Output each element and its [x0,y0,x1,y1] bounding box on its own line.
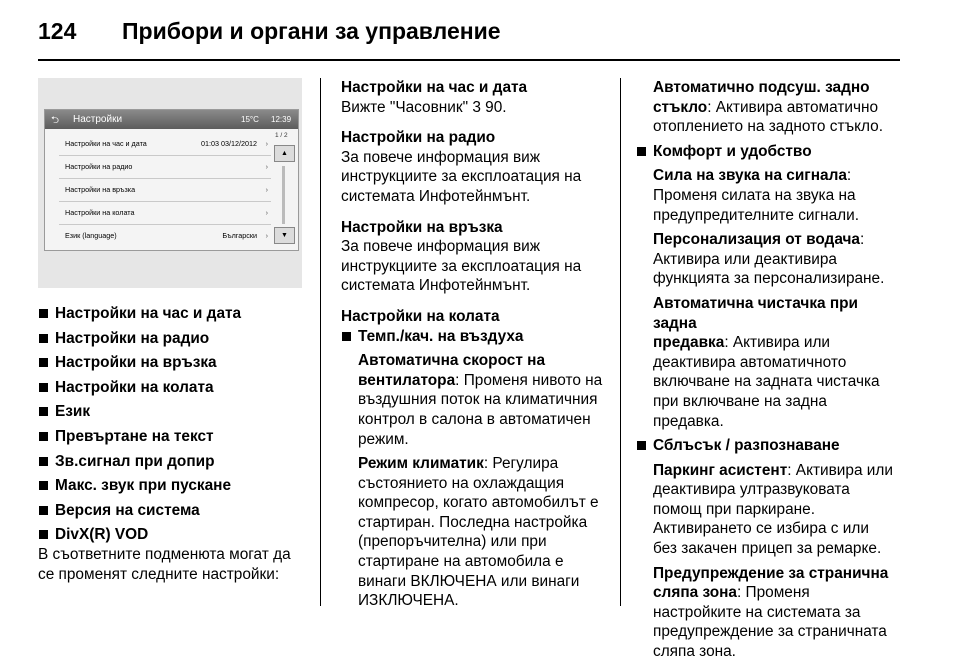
back-icon: ⮌ [51,115,60,126]
body-text: предавка: Активира или [653,334,831,352]
body-text: стъкло: Активира автоматично [653,98,879,116]
term-heading: Предупреждение за странична [653,564,889,582]
screen-menu-label: Настройки на час и дата [65,139,147,148]
bullet-icon [39,383,48,392]
term-heading: Паркинг асистент [653,461,788,479]
body-text: винаги ВКЛЮЧЕНА или винаги [358,572,580,590]
body-text: В съответните подменюта могат да [38,545,291,563]
arrow-down-icon: ▼ [274,227,295,244]
body-text: състоянието на охлаждащия [358,474,565,492]
list-item-text: Комфорт и удобство [653,142,812,160]
bullet-icon [39,457,48,466]
body-text: инструкциите за експлоатация на [341,168,582,186]
body-text: предавка. [653,412,724,430]
bullet-icon [39,407,48,416]
body-text: стартиран. Последна настройка [358,513,588,531]
body-text: Паркинг асистент: Активира или [653,461,893,479]
list-item-text: Темп./кач. на въздуха [358,327,524,345]
list-item [38,353,308,373]
body-text: отоплението на задното стъкло. [653,118,884,136]
bullet-icon [39,530,48,539]
list-item-text: Зв.сигнал при допир [55,452,215,470]
body-text: въздушния поток на климатичния [358,391,598,409]
screen-page-indicator: 1 / 2 [275,132,288,139]
screen-menu-row [59,156,271,179]
screen-menu-row [59,225,271,247]
body-text: предупредителните сигнали. [653,206,860,224]
list-item [38,525,308,545]
chevron-right-icon: › [265,185,268,194]
body-text: системата Инфотейнмънт. [341,187,531,205]
list-item [38,378,308,398]
body-text: ИЗКЛЮЧЕНА. [358,592,459,610]
body-text: вентилатора: Променя нивото на [358,371,603,389]
sub-section [341,351,613,611]
list-item-text: Версия на система [55,501,200,519]
section-heading: Настройки на час и дата [341,79,528,96]
body-text: деактивира ултразвуковата [653,481,850,499]
screen-title-bar [45,110,298,129]
column-divider-1 [320,78,321,606]
screen-menu-label: Настройки на колата [65,208,135,217]
sub-section [636,166,902,431]
body-text: Активирането се избира с или [653,520,869,538]
body-text: Режим климатик: Регулира [358,455,559,473]
list-item-text: Настройки на радио [55,329,210,347]
list-item [38,476,308,496]
screen-scroll-track [282,166,285,224]
screen-menu-row [59,179,271,202]
term-heading: Автоматична чистачка при задна [653,294,859,332]
term-heading: Персонализация от водача [653,231,860,249]
body-text: Променя силата на звука на [653,186,856,204]
body-text: настройките на системата за [653,603,861,621]
body-text: се променят следните настройки: [38,565,280,583]
body-text: режим. [358,430,409,448]
middle-column [341,78,613,611]
sub-section [636,461,902,662]
page-title: Прибори и органи за управление [122,18,501,44]
screen-menu-label: Настройки на радио [65,162,133,171]
body-text: инструкциите за експлоатация на [341,257,582,275]
bullet-icon [39,432,48,441]
section-heading: Настройки на колата [341,307,500,325]
list-item [38,452,308,472]
bullet-icon [637,147,646,156]
list-item [636,142,902,162]
term-heading: вентилатора [358,371,456,389]
body-text: сляпа зона. [653,643,736,661]
screen-menu-value: Български [222,231,257,240]
screen-time: 12:39 [271,115,292,124]
body-text: сляпа зона: Променя [653,584,810,602]
column-divider-2 [620,78,621,606]
bullet-icon [39,481,48,490]
list-item [38,304,308,324]
body-text: помощ при паркиране. [653,500,815,518]
body-text: деактивира автоматичното [653,353,847,371]
page-header [38,18,501,45]
bullet-icon [39,309,48,318]
list-item-text: Сблъсък / разпознаване [653,437,840,455]
screen-menu-value: 01:03 03/12/2012 [201,139,257,148]
screen-temperature: 15°C [241,115,259,124]
list-item [38,501,308,521]
page-ref-icon: 3 [472,98,481,116]
body-text: при включване на задна [653,392,827,410]
body-text: стартиране на автомобила е [358,553,564,571]
list-item [636,436,902,456]
bullet-icon [39,334,48,343]
left-column [38,304,308,584]
sub-section [636,78,902,137]
list-item [38,427,308,447]
bullet-icon [342,332,351,341]
list-item-text: DivX(R) VOD [55,526,149,544]
term-heading: Сила на звука на сигнала [653,167,847,185]
body-text: Активира или деактивира [653,250,837,268]
bullet-icon [39,506,48,515]
list-item [38,402,308,422]
term-heading: сляпа зона [653,584,737,602]
body-text: системата Инфотейнмънт. [341,277,531,295]
screen-title: Настройки [73,114,123,125]
list-item-text: Макс. звук при пускане [55,477,232,495]
list-item-text: Настройки на колата [55,378,214,396]
list-item-text: Настройки на час и дата [55,305,242,322]
term-heading: предавка [653,334,725,352]
chevron-right-icon: › [265,208,268,217]
settings-screen [44,109,299,251]
list-item [341,327,613,347]
screen-menu-label: Настройки на връзка [65,185,136,194]
body-text: компресор, когато автомобилът е [358,494,599,512]
body-text: За повече информация виж [341,148,541,166]
screen-menu-row [59,133,271,156]
right-column [636,78,902,662]
term-heading: Режим климатик [358,455,484,473]
body-text: Персонализация от водача: [653,231,865,249]
list-item [38,329,308,349]
body-text: функцията за персонализиране. [653,270,885,288]
term-heading: Автоматично подсуш. задно [653,79,870,96]
list-item-text: Превъртане на текст [55,427,214,445]
body-text: включване на задната чистачка [653,373,880,391]
chevron-right-icon: › [265,162,268,171]
body-text: без закачен прицеп за ремарке. [653,540,882,558]
screen-menu-row [59,202,271,225]
bullet-icon [39,358,48,367]
section-heading: Настройки на радио [341,129,496,147]
body-text: За повече информация виж [341,238,541,256]
body-text: контрол в салона в автоматичен [358,410,591,428]
screen-menu-label: Език (language) [65,231,117,240]
body-text: Сила на звука на сигнала: [653,167,852,185]
body-text: (препоръчителна) или при [358,533,547,551]
body-text: Вижте "Часовник" 3 90. [341,98,507,116]
list-item-text: Език [55,403,91,421]
chevron-right-icon: › [265,231,268,240]
term-heading: Автоматична скорост на [358,352,546,370]
screen-menu [59,133,271,247]
body-text: предупреждение за страничната [653,623,887,641]
term-heading: стъкло [653,98,708,116]
header-rule [38,59,900,61]
page-number: 124 [38,18,77,44]
chevron-right-icon: › [265,139,268,148]
section-heading: Настройки на връзка [341,218,503,236]
arrow-up-icon: ▲ [274,145,295,162]
list-item-text: Настройки на връзка [55,354,217,372]
bullet-icon [637,441,646,450]
